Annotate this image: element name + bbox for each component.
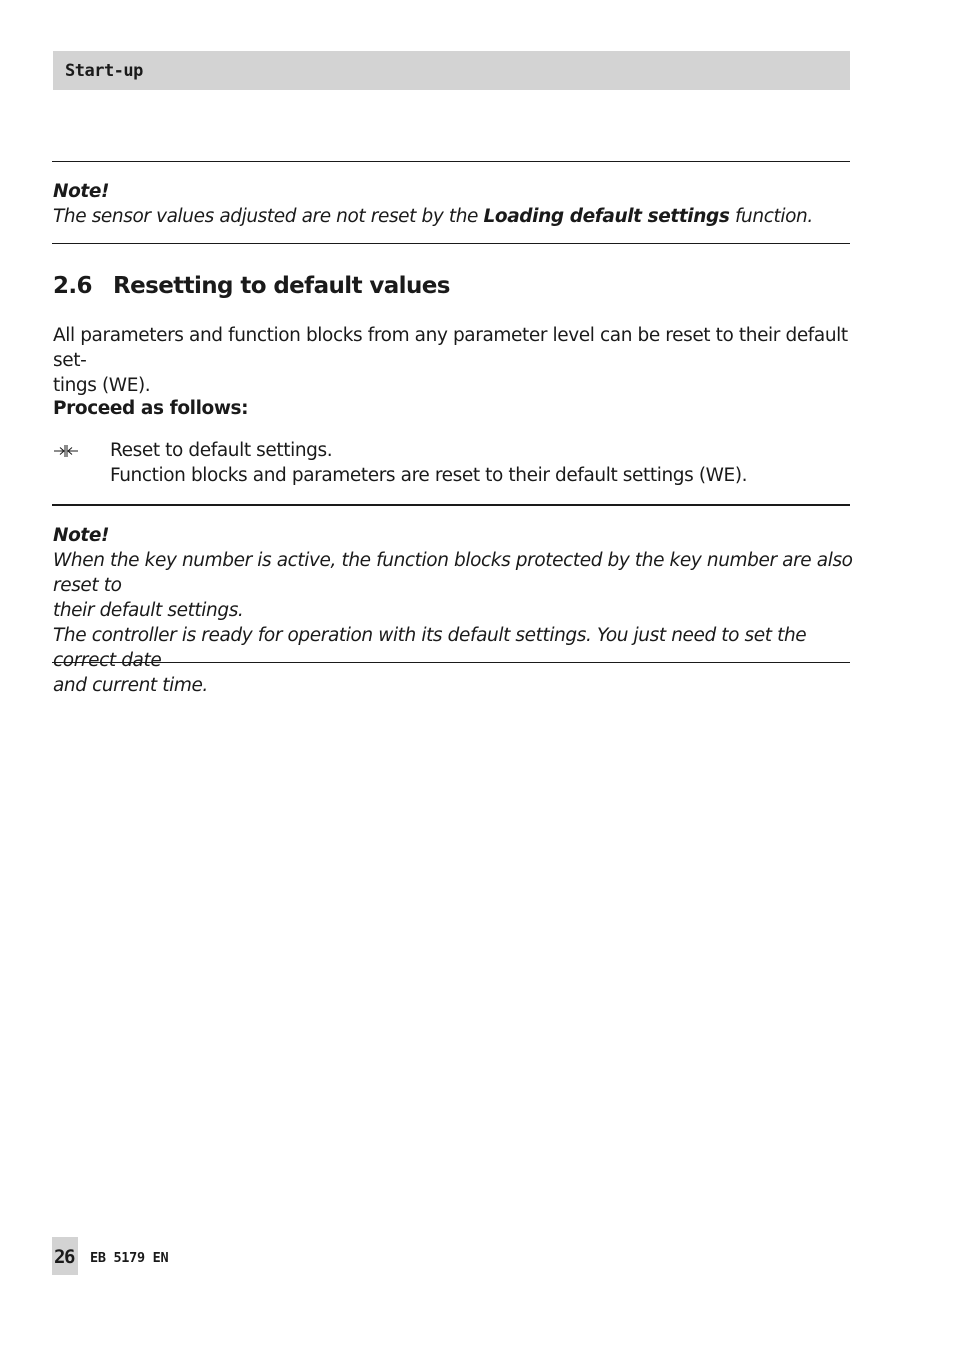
proceed-label: Proceed as follows: <box>53 398 249 419</box>
step-instruction <box>110 438 850 488</box>
note-sensor-values <box>53 179 853 229</box>
note-text <box>53 204 853 229</box>
page-number: 26 <box>54 1246 74 1268</box>
section-header-title: Start-up <box>65 61 143 81</box>
section-number: 2.6 <box>53 273 92 299</box>
note2-line-1: When the key number is active, the function blocks protected by the key number are also reset to <box>53 550 853 596</box>
note2-label: Note! <box>53 525 110 546</box>
step-line-1: Reset to default settings. <box>110 440 333 461</box>
document-id: EB 5179 EN <box>90 1250 169 1266</box>
note2-line-3: The controller is ready for operation with its default settings. You just need to set the correct date <box>53 625 807 671</box>
section-heading <box>53 273 450 299</box>
note-text-emphasis: Loading default settings <box>483 206 730 227</box>
note2-bottom-rule <box>52 662 850 663</box>
note-text-end: function. <box>729 206 813 227</box>
note2-line-2: their default settings. <box>53 600 244 621</box>
note2-line-4: and current time. <box>53 675 208 696</box>
note-label: Note! <box>53 181 110 202</box>
note-top-rule <box>52 161 850 162</box>
note2-top-rule <box>52 504 850 506</box>
section-header-bar <box>53 51 850 90</box>
note-text-start: The sensor values adjusted are not reset by the <box>53 206 484 227</box>
section-title: Resetting to default values <box>113 273 450 299</box>
reset-arrows-icon <box>53 443 79 459</box>
note-key-number <box>53 523 853 698</box>
note-bottom-rule <box>52 243 850 244</box>
intro-line-2: tings (WE). <box>53 375 151 396</box>
step-line-2: Function blocks and parameters are reset to their default settings (WE). <box>110 465 748 486</box>
intro-line-1: All parameters and function blocks from any parameter level can be reset to their default set- <box>53 325 848 371</box>
page-number-box <box>52 1237 78 1275</box>
section-intro-paragraph <box>53 323 853 398</box>
